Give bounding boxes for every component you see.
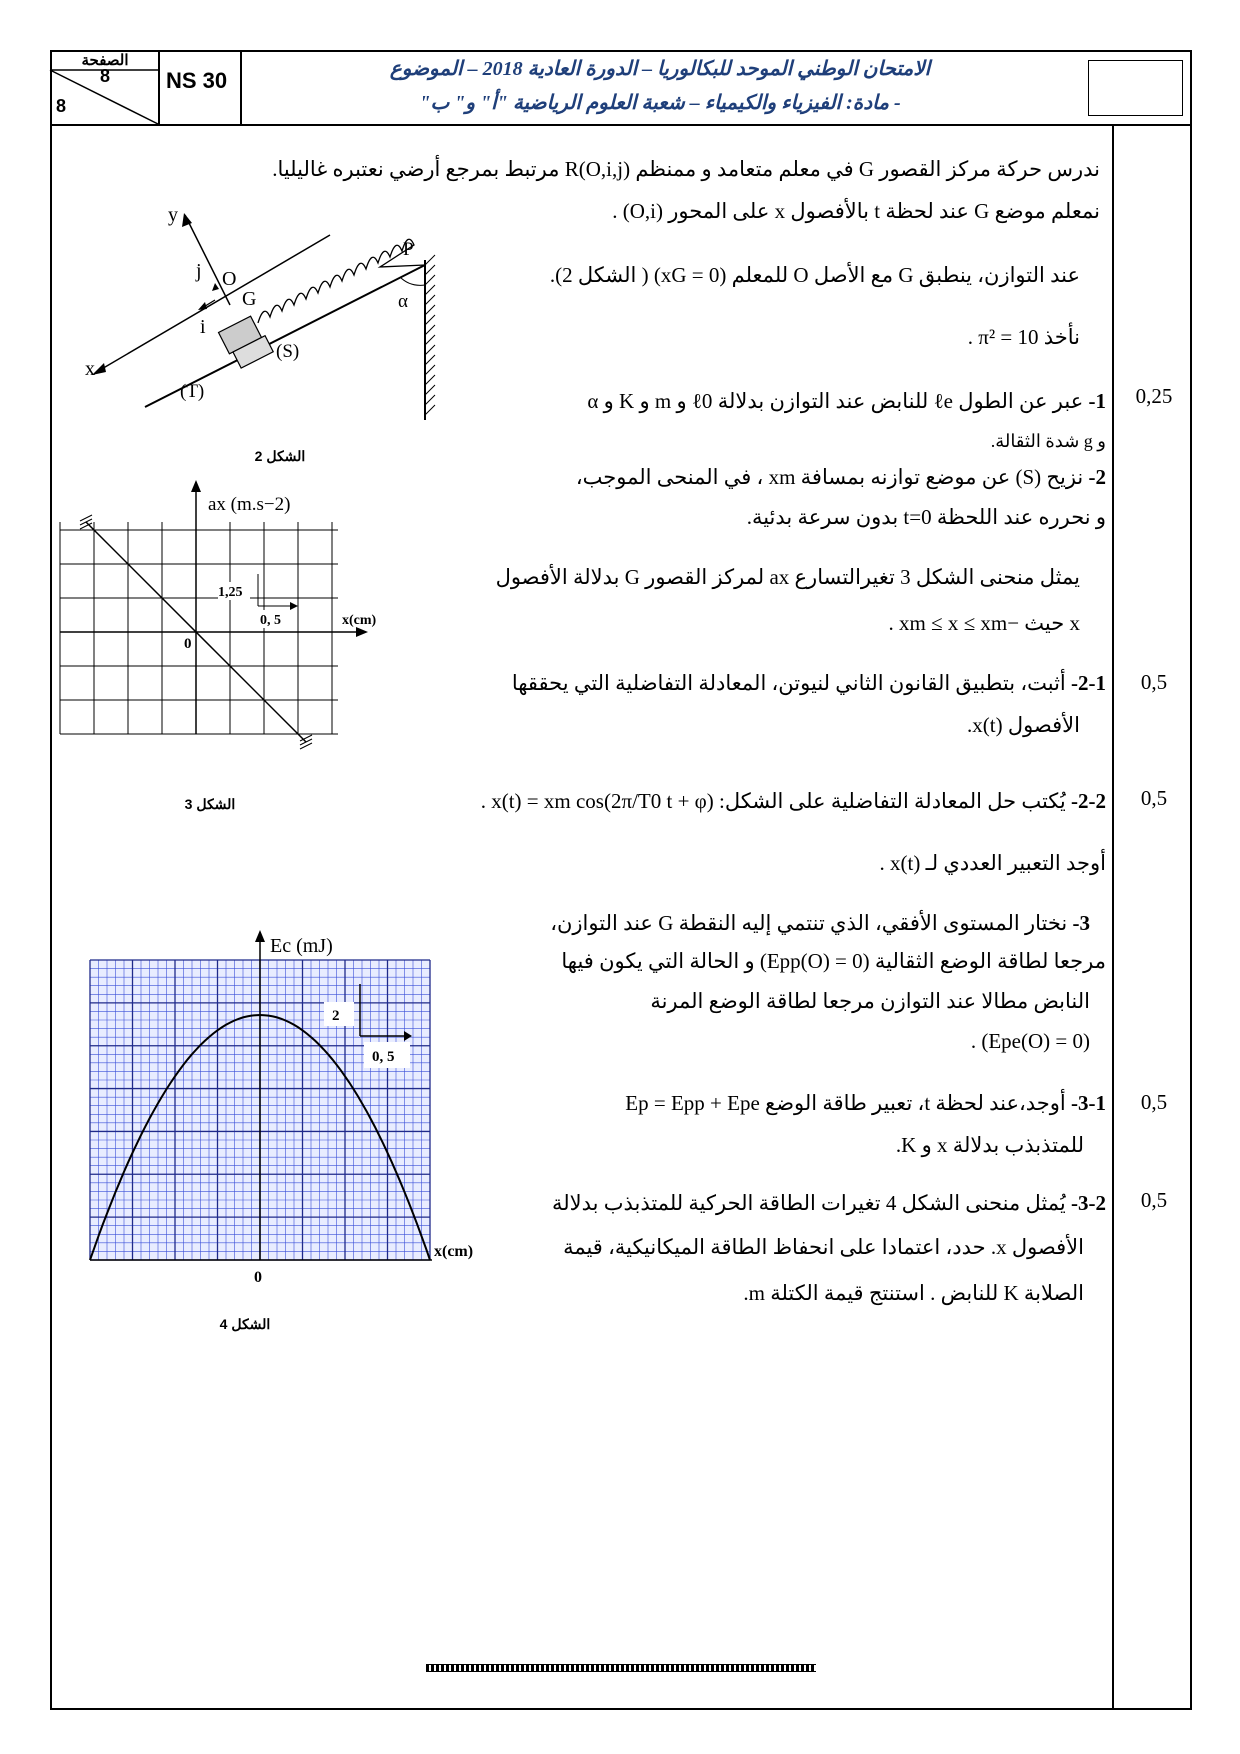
q2-1-text — [470, 666, 1106, 700]
exam-code: NS 30 — [166, 68, 228, 93]
intro-p2: نمعلم موضع G عند لحظة t بالأفصول x على المحور (O,i) . — [612, 199, 1100, 223]
end-separator — [426, 1664, 816, 1672]
q2-2-num: 2-2- — [1071, 789, 1106, 813]
fig3-y-scale-label: 1,25 — [218, 585, 243, 600]
fig4-y-scale-label: 2 — [332, 1008, 340, 1024]
q3-2-line1: يُمثل منحنى الشكل 4 تغيرات الطاقة الحركية للمتذبذب بدلالة — [551, 1191, 1066, 1215]
i-vector-arrow — [198, 302, 207, 310]
label-S: (S) — [276, 341, 300, 362]
q3-1-text — [530, 1086, 1106, 1120]
q3-line2: مرجعا لطاقة الوضع الثقالية (Epp(O) = 0) و الحالة التي يكون فيها — [561, 949, 1106, 973]
fig3-x-scale-label: 0, 5 — [260, 613, 281, 628]
score-q3-2: 0,5 — [1140, 1188, 1168, 1212]
label-O: O — [222, 268, 237, 290]
header-line-2: - مادة: الفيزياء والكيمياء – شعبة العلوم الرياضية "أ" و" ب" — [419, 92, 901, 114]
q3-2-line3: الصلابة K للنابض . استنتج قيمة الكتلة m. — [743, 1281, 1084, 1305]
page-number: 8 — [99, 66, 110, 86]
label-y: y — [168, 204, 178, 226]
fig4-caption: الشكل 4 — [219, 1316, 271, 1332]
header-empty-box — [1088, 60, 1183, 116]
label-P: P — [403, 239, 414, 260]
q3-1-line2: للمتذبذب بدلالة x و K. — [895, 1133, 1084, 1157]
label-G: G — [242, 288, 257, 310]
intro-p1: ندرس حركة مركز القصور G في معلم متعامد و ممنظم R(O,i,j) مرتبط بمرجع أرضي نعتبره غاليليا. — [272, 157, 1100, 181]
q3-2-line2: الأفصول x. حدد، اعتمادا على انحفاظ الطاقة الميكانيكية، قيمة — [563, 1235, 1084, 1259]
fig4-y-arrow — [255, 930, 265, 942]
figure-2-diagram — [80, 204, 480, 455]
q2-text — [470, 460, 1106, 494]
header-divider — [50, 124, 1192, 126]
q3-line3: النابض مطالا عند التوازن مرجعا لطاقة الوضع المرنة — [650, 989, 1090, 1013]
page-total: 8 — [56, 96, 67, 116]
q2-line2: و نحرره عند اللحظة t=0 بدون سرعة بدئية. — [746, 505, 1106, 529]
q3-1-num: 3-1- — [1071, 1091, 1106, 1115]
fig3-x-arrow — [356, 627, 368, 637]
label-i: i — [200, 316, 206, 338]
q1-line2: و g شدة الثقالة. — [990, 431, 1106, 451]
q3-line4: (Epe(O) = 0) . — [970, 1029, 1090, 1053]
q1-text — [470, 384, 1106, 418]
q3-line1: نختار المستوى الأفقي، الذي تنتمي إليه النقطة G عند التوازن، — [550, 911, 1068, 935]
intro-p4: نأخذ π² = 10 . — [967, 325, 1080, 349]
q2-1-num: 2-1- — [1071, 671, 1106, 695]
fig3-origin-label: 0 — [184, 636, 192, 652]
page-label: الصفحة — [81, 52, 129, 69]
fig4-origin-label: 0 — [254, 1269, 262, 1286]
fig3-intro-line2: x حيث −xm ≤ x ≤ xm . — [888, 611, 1080, 635]
header-line-1: الامتحان الوطني الموحد للبكالوريا – الدورة العادية 2018 – الموضوع — [389, 58, 931, 80]
alpha-arc — [400, 277, 425, 285]
intro-p3: عند التوازن، ينطبق G مع الأصل O للمعلم (xG = 0) ( الشكل 2). — [549, 263, 1080, 287]
label-alpha: α — [398, 291, 408, 312]
q1-num: 1- — [1088, 389, 1106, 413]
score-column-divider — [1112, 124, 1114, 1710]
fig4-x-label: x(cm) — [434, 1243, 474, 1260]
q3-1-line1: أوجد،عند لحظة t، تعبير طاقة الوضع Ep = Epp + Epe — [625, 1091, 1066, 1115]
score-q2-1: 0,5 — [1140, 670, 1168, 694]
figure-4-chart — [70, 930, 490, 1290]
fig3-intro-line1: يمثل منحنى الشكل 3 تغيرالتسارع ax لمركز القصور G بدلالة الأفصول — [495, 565, 1080, 589]
score-q2-2: 0,5 — [1140, 786, 1168, 810]
label-T: (T) — [180, 381, 205, 402]
label-x: x — [85, 358, 95, 380]
figure-3-chart — [56, 494, 436, 800]
j-vector-arrow — [212, 283, 219, 291]
fig4-x-scale-label: 0, 5 — [372, 1049, 395, 1065]
header-sep-2 — [240, 50, 242, 126]
q2-1-line2: الأفصول x(t). — [967, 713, 1080, 737]
fig3-y-label: ax (m.s−2) — [208, 494, 291, 515]
fig3-caption: الشكل 3 — [184, 796, 236, 812]
block-S — [219, 314, 274, 370]
q2-2-text — [440, 784, 1106, 818]
q3-2-num: 3-2- — [1071, 1191, 1106, 1215]
fig4-y-label: Ec (mJ) — [270, 935, 333, 957]
q3-text — [500, 906, 1090, 940]
q2-2-line1: يُكتب حل المعادلة التفاضلية على الشكل: x(t) = xm cos(2π/T0 t + φ) . — [480, 789, 1066, 813]
q1-line1: عبر عن الطول ℓe للنابض عند التوازن بدلالة ℓ0 و m و K و α — [587, 389, 1084, 413]
q2-1-line1: أثبت، بتطبيق القانون الثاني لنيوتن، المعادلة التفاضلية التي يحققها — [511, 671, 1066, 695]
fig2-caption: الشكل 2 — [254, 448, 306, 464]
label-j: j — [196, 260, 202, 282]
score-q3-1: 0,5 — [1140, 1090, 1168, 1114]
fig3-scale-arrow — [290, 602, 298, 610]
y-axis — [185, 215, 230, 305]
q2-num: 2- — [1088, 465, 1106, 489]
fig3-x-label: x(cm) — [342, 613, 377, 628]
q3-num: 3- — [1072, 911, 1090, 935]
wall-hatching — [425, 255, 435, 415]
q2-line1: نزيح (S) عن موضع توازنه بمسافة xm ، في المنحى الموجب، — [575, 465, 1084, 489]
q2-2-line2: أوجد التعبير العددي لـ x(t) . — [879, 851, 1106, 875]
score-q1: 0,25 — [1135, 384, 1173, 408]
fig3-grid — [60, 522, 338, 734]
q3-2-text — [500, 1186, 1106, 1220]
